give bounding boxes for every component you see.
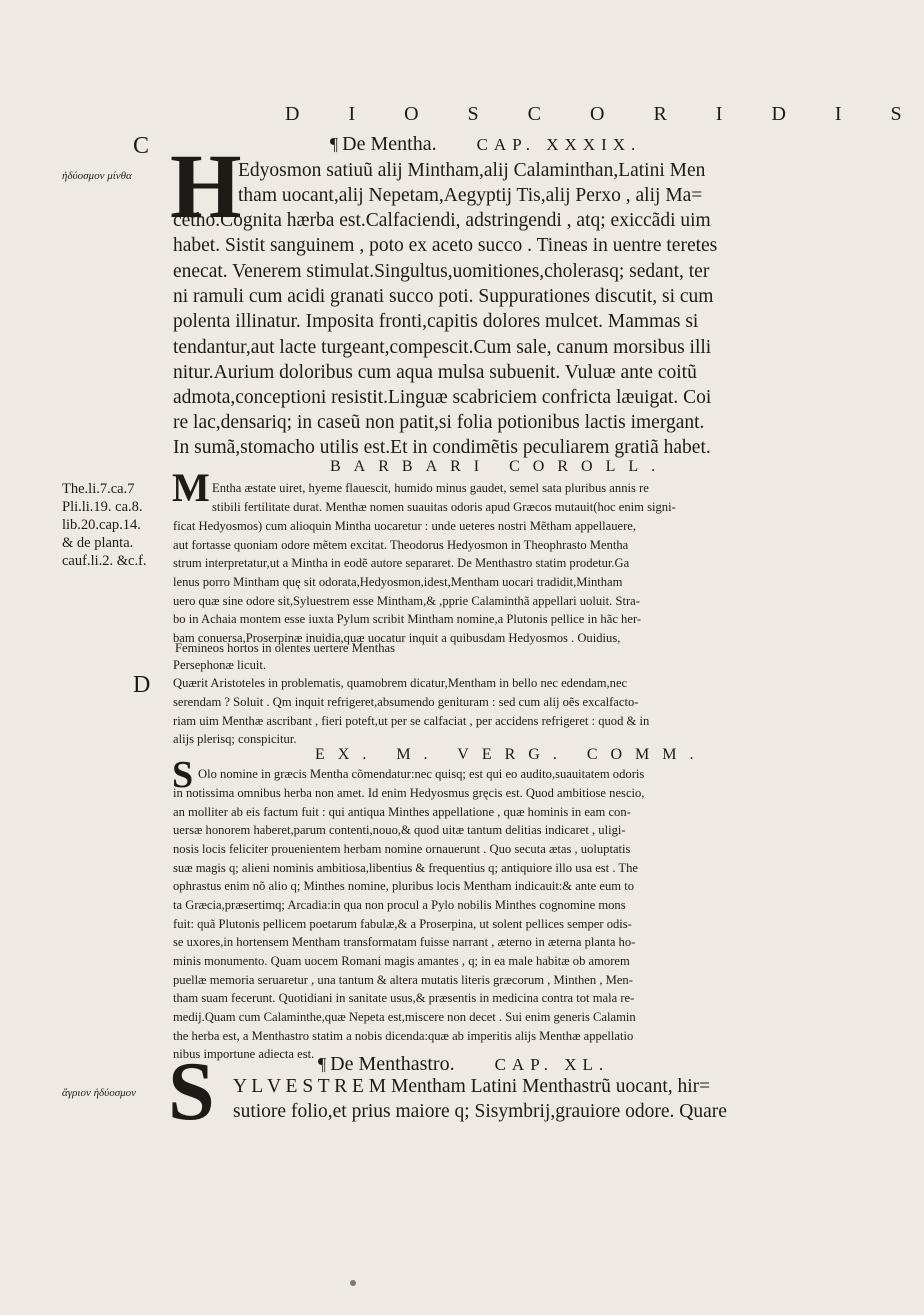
margin-reference: & de planta.: [62, 535, 134, 551]
text-line: Olo nomine in græcis Mentha cõmendatur:nec quisq; est qui eo audito,suauitatem odoris: [198, 767, 645, 781]
chapter-title: [318, 1053, 609, 1076]
text-line: serendam ? Soluit . Qm inquit refrigeret,absumendo genituram : sed cum alij oẽs excalfacto-: [173, 695, 639, 709]
text-line: tham uocant,alij Nepetam,Aegyptij Tis,alij Perxo , alij Ma=: [238, 185, 703, 206]
text-line: uersæ honorem haberet,parum contenti,nouo,& quod uitæ tantum delitias indicaret , uligi-: [173, 823, 626, 837]
text-line: enecat. Venerem stimulat.Singultus,uomitiones,cholerasq; sedant, ter: [173, 261, 710, 282]
margin-letter-d: D: [133, 672, 151, 698]
text-line: tendantur,aut lacte turgeant,compescit.Cum sale, canum morsibus illi: [173, 337, 712, 358]
drop-cap: M: [172, 465, 210, 510]
text-line: ficat Hedyosmos) cum alioquin Mintha uocaretur : unde ueteres nostri Mẽtham appellauere,: [173, 519, 637, 533]
margin-references: [62, 480, 147, 570]
chapter-title: [330, 133, 641, 156]
chapter-title-text: De Menthastro.: [330, 1053, 455, 1075]
text-line: Y L V E S T R E M Mentham Latini Menthastrũ uocant, hir=: [233, 1076, 711, 1097]
text-line: puellæ memoria seruaretur , una tantum & altera mutatis literis græcorum , Minthen , Men-: [173, 973, 633, 987]
text-line: riam uim Menthæ ascribant , fieri poteft,ut per se calfaciat , per accidens refrigeret : quod & in: [173, 714, 650, 728]
pilcrow-icon: ¶: [318, 1054, 327, 1074]
margin-reference: cauf.li.2. &c.f.: [62, 553, 147, 569]
text-line: the herba est, a Menthastro statim a nobis dicenda:quæ ab imperitis alijs Menthæ appellatio: [173, 1029, 634, 1043]
drop-cap: S: [172, 754, 194, 796]
text-line: lenus porro Mintham quę sit odorata,Hedyosmon,idest,Mentham uocari tradidit,Mintham: [173, 575, 623, 589]
margin-reference: lib.20.cap.14.: [62, 517, 141, 533]
chapter-number: CAP. XL.: [494, 1055, 610, 1074]
text-line: cetho.Cognita hærba est.Calfaciendi, adstringendi , atq; exiccãdi uim: [173, 210, 711, 231]
text-line: in notissima omnibus herba non amet. Id enim Hedyosmus gręcis est. Quod ambitiose nescio,: [173, 786, 645, 800]
text-line: suæ magis q; alieni nominis ambitiosa,libentius & frequentius q; antiquiore illo usa est . The: [173, 861, 638, 875]
text-line: admota,conceptioni resistit.Linguæ scabriciem confricta læuigat. Coi: [173, 387, 712, 408]
text-line: Edyosmon satiuũ alij Mintham,alij Calaminthan,Latini Men: [238, 160, 706, 181]
text-line: an molliter ab eis factum fuit : qui antiqua Minthes appellatione , quæ hominis in eam con-: [173, 805, 631, 819]
section-heading: BARBARI COROLL.: [330, 458, 669, 475]
text-line: sutiore folio,et prius maiore q; Sisymbrij,grauiore odore. Quare: [233, 1101, 727, 1122]
text-line: bo in Achaia montem esse iuxta Pylum scribit Mintham nomine,a Plutonis pellice in hãc her-: [173, 612, 642, 626]
greek-margin-note: ἡδύοσμον μίνθα: [62, 170, 132, 182]
text-line: fuit: quã Plutonis pellicem poetarum fabulæ,& a Proserpina, ut solent pellices semper odis-: [173, 917, 632, 931]
text-line: ophrastus enim nõ alio q; Minthes nomine, pluribus locis Mentham indicauit:& ante eum to: [173, 879, 635, 893]
text-line: bam conuersa,Proserpinæ inuidia,quæ uocatur inquit a quibusdam Hedyosmos . Ouidius,: [173, 631, 621, 645]
drop-cap: S: [168, 1045, 215, 1138]
text-line: ta Græcia,præsertimq; Arcadia:in qua non procul a Pylo nobilis Minthes cognomine mons: [173, 898, 626, 912]
drop-cap: H: [170, 135, 242, 237]
verse-line: Femineos hortos in olentes uertere Menthas: [175, 641, 395, 655]
chapter-title-text: De Mentha.: [342, 133, 437, 155]
text-line: polenta illinatur. Imposita fronti,capitis dolores mulcet. Mammas si: [173, 311, 699, 332]
text-line: re lac,densariq; in caseũ non patit,si folia potionibus lactis imergant.: [173, 412, 705, 433]
text-line: uero quæ sine odore sit,Syluestrem esse Mintham,& ,pprie Calaminthã appellari uoluit. Stra-: [173, 594, 640, 608]
text-line: Entha æstate uiret, hyeme flauescit, humido minus gaudet, semel sata pluribus annis re: [212, 481, 649, 495]
text-line: minis monumento. Quam uocem Romani magis amantes , q; in ea male habitæ ob amorem: [173, 954, 630, 968]
text-line: nitur.Aurium doloribus cum aqua mulsa subuenit. Vuluæ ante coitũ: [173, 362, 697, 383]
text-line: stibili fertilitate durat. Menthæ nomen suauitas odoris apud Græcos mutauit(hoc enim signi-: [212, 500, 676, 514]
text-line: habet. Sistit sanguinem , poto ex aceto succo . Tineas in uentre teretes: [173, 235, 718, 256]
margin-reference: The.li.7.ca.7: [62, 481, 135, 497]
section-heading: EX. M. VERG. COMM.: [315, 746, 707, 763]
text-line: In sumã,stomacho utilis est.Et in condimẽtis peculiarem gratiã habet.: [173, 437, 711, 458]
ink-spot: [350, 1280, 356, 1286]
text-line: ni ramuli cum acidi granati succo poti. Suppurationes discutit, si cum: [173, 286, 714, 307]
text-line: alijs plerisq; conspicitur.: [173, 732, 297, 746]
text-line: nibus importune adiecta est.: [173, 1047, 315, 1061]
margin-reference: Pli.li.19. ca.8.: [62, 499, 143, 515]
greek-margin-note: ἄγριον ἡδύοσμον: [62, 1087, 137, 1099]
text-line: strum interpretatur,ut a Mintha in eodẽ autore separaret. De Menthastro statim prodetur.Ga: [173, 556, 630, 570]
text-line: se uxores,in hortensem Mentham transformatam fuisse narrant , æterno in æterna planta ho-: [173, 935, 636, 949]
text-line: aut fortasse quoniam odore mẽtem excitat. Theodorus Hedyosmon in Theophrasto Mentha: [173, 538, 629, 552]
text-line: nosis locis feliciter prouenientem herbam nomine ornauerunt . Quo secuta ætas , uoluptatis: [173, 842, 631, 856]
margin-letter-c: C: [133, 133, 150, 159]
text-line: medij.Quam cum Calaminthe,quæ Nepeta est,miscere non decet . Sui enim generis Calamin: [173, 1010, 636, 1024]
running-header: D I O S C O R I D I S: [285, 103, 924, 125]
text-line: Quærit Aristoteles in problematis, quamobrem dicatur,Mentham in bello nec edendam,nec: [173, 676, 628, 690]
text-line: tham suam fecerunt. Quotidiani in sanitate usus,& præsentis in medicina contra tot mala re-: [173, 991, 635, 1005]
chapter-number: CAP. XXXIX.: [476, 135, 642, 154]
pilcrow-icon: ¶: [330, 134, 339, 154]
verse-line: Persephonæ licuit.: [173, 658, 267, 672]
